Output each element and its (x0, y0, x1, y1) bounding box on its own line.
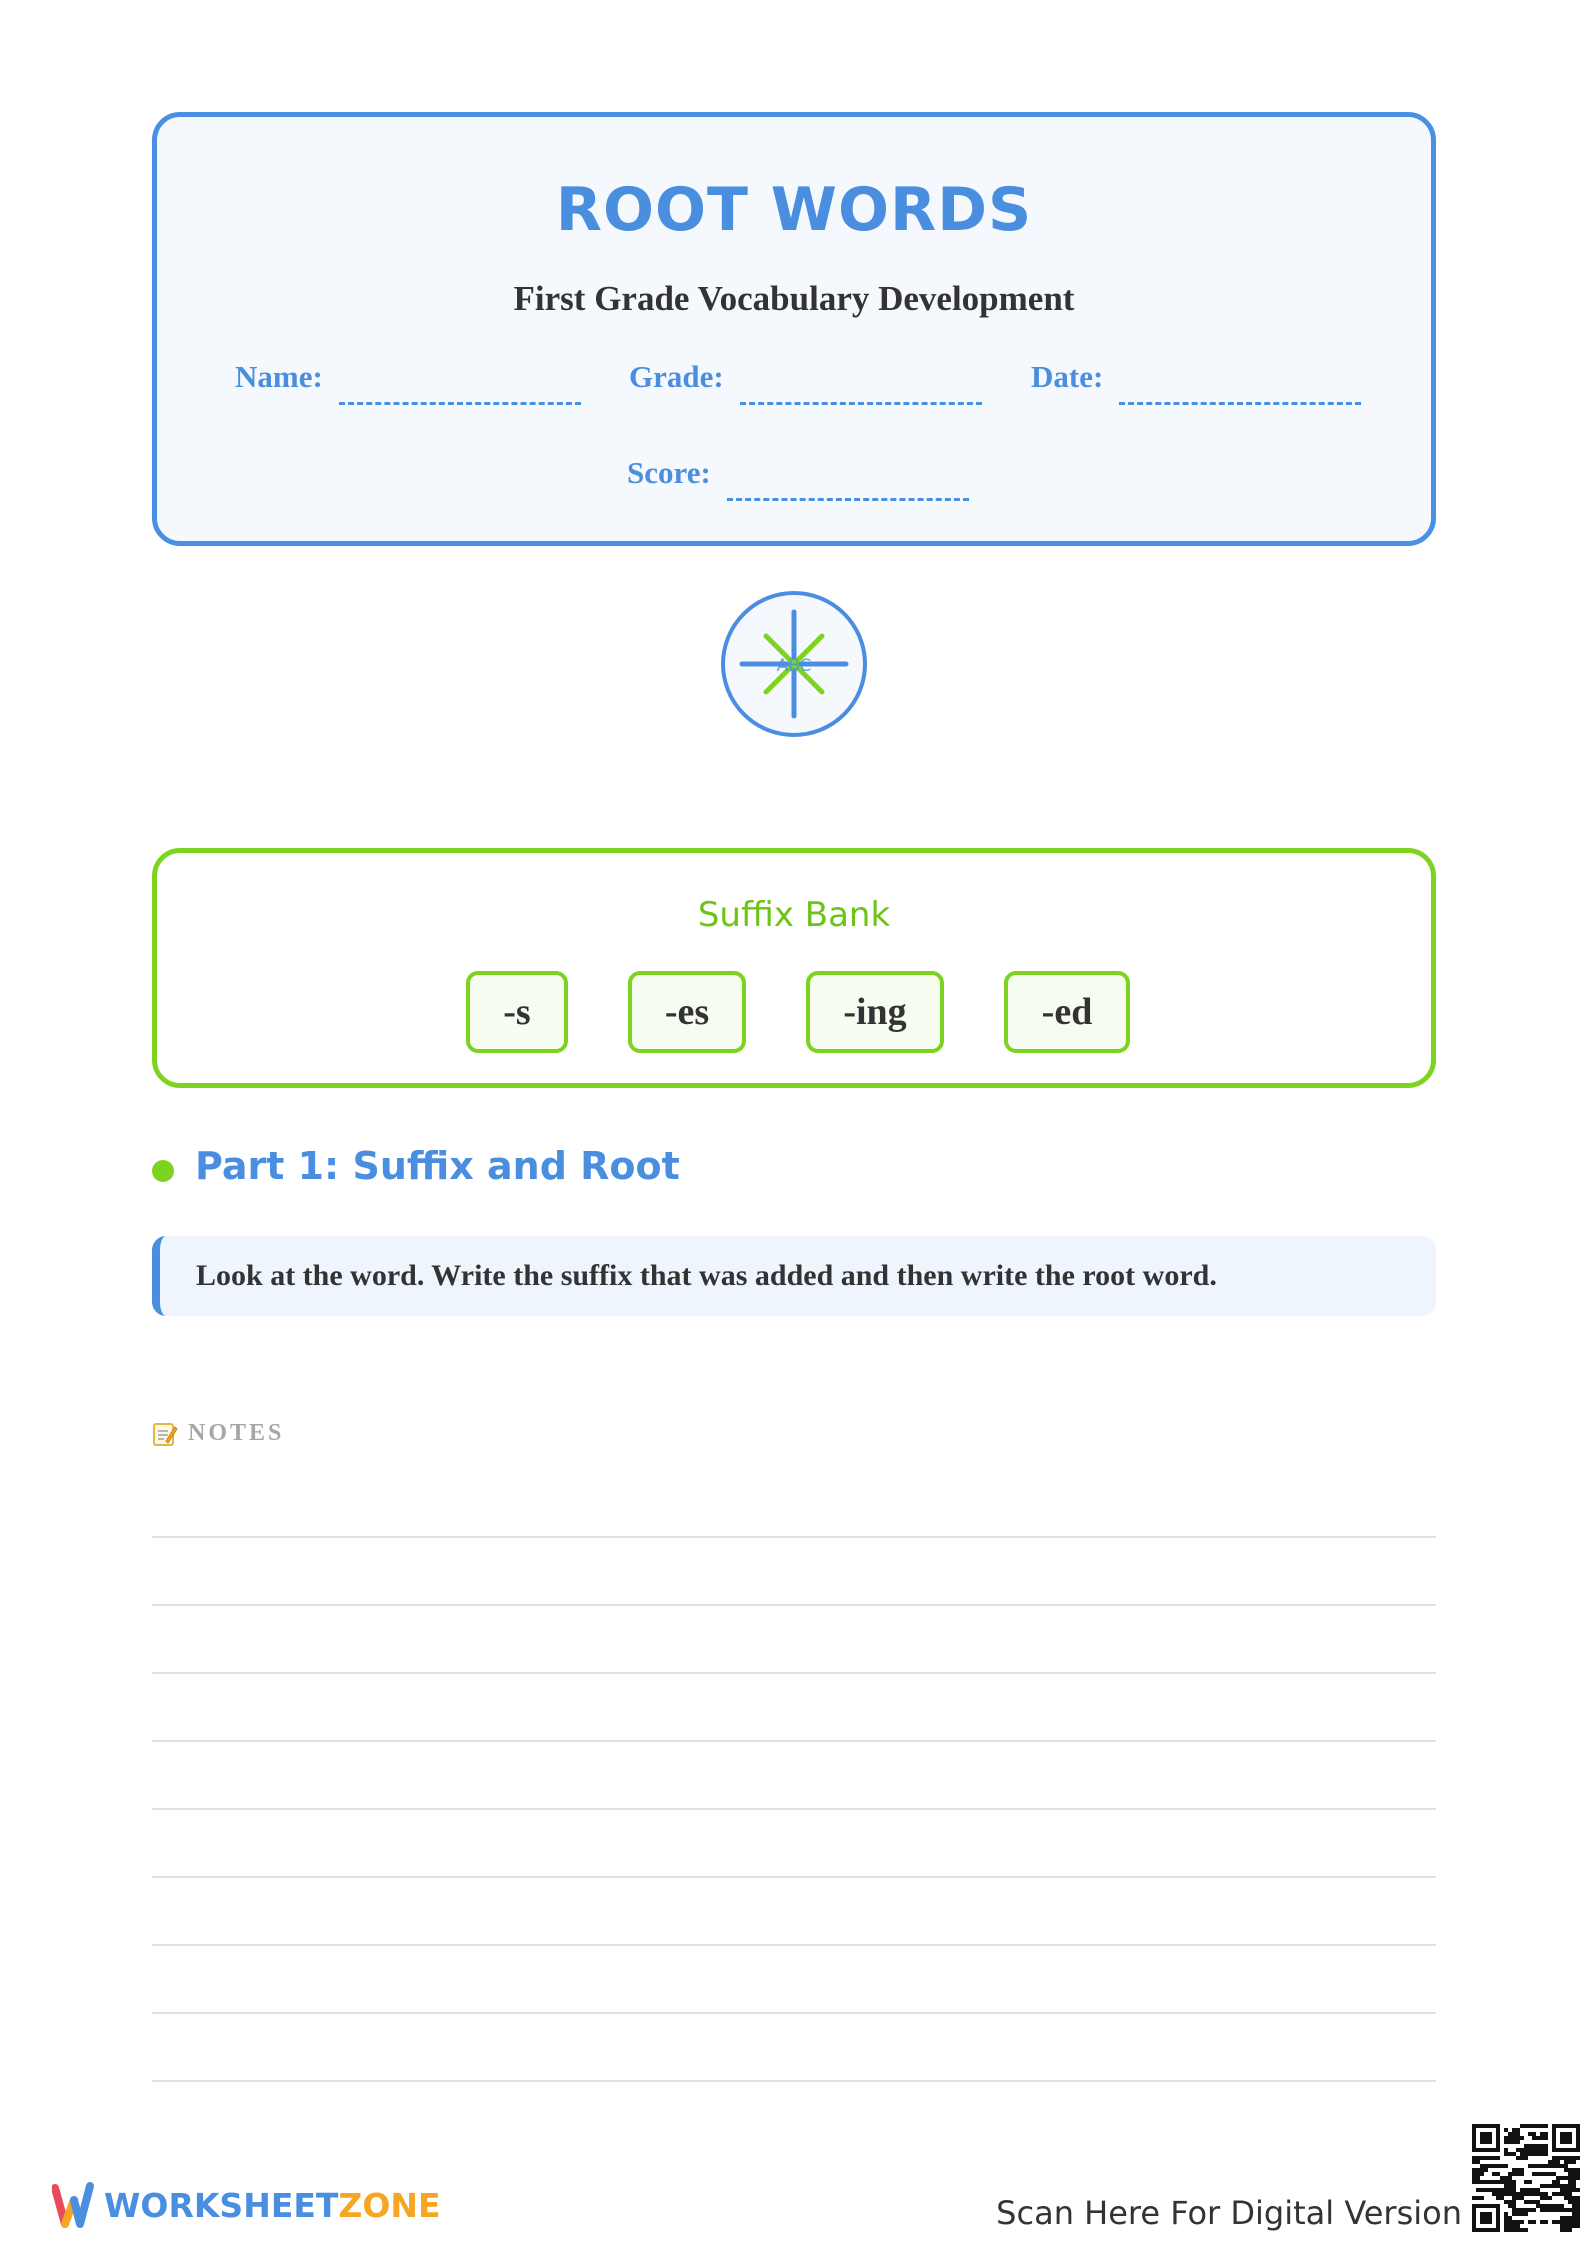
notes-header (152, 1420, 284, 1447)
page-subtitle: First Grade Vocabulary Development (513, 279, 1075, 318)
date-blank-line[interactable] (1119, 402, 1361, 405)
suffix-chip: -ing (806, 971, 944, 1053)
emblem-text: ABC (776, 656, 812, 676)
note-line (152, 1944, 1436, 1946)
header-card (152, 112, 1436, 546)
date-field[interactable] (1031, 359, 1361, 395)
suffix-chip: -ed (1004, 971, 1130, 1053)
suffix-bank (152, 848, 1436, 1088)
note-line (152, 1740, 1436, 1742)
scan-caption: Scan Here For Digital Version (996, 2194, 1462, 2232)
score-label: Score: (627, 455, 711, 490)
brand-logo (52, 2180, 441, 2230)
name-label: Name: (235, 359, 323, 394)
suffix-bank-title: Suffix Bank (697, 895, 891, 935)
instruction-box: Look at the word. Write the suffix that was added and then write the root word. (152, 1236, 1436, 1316)
worksheetzone-logo-icon (52, 2180, 94, 2230)
note-line (152, 1876, 1436, 1878)
score-field[interactable] (627, 455, 969, 491)
star-burst-icon (720, 590, 868, 738)
date-label: Date: (1031, 359, 1104, 394)
name-blank-line[interactable] (339, 402, 581, 405)
note-line (152, 2012, 1436, 2014)
note-line (152, 1672, 1436, 1674)
name-field[interactable] (235, 359, 581, 395)
note-line (152, 1604, 1436, 1606)
brand-name: WORKSHEETZONE (104, 2185, 441, 2225)
grade-blank-line[interactable] (740, 402, 982, 405)
part-1-title: Part 1: Suffix and Root (195, 1144, 680, 1188)
suffix-chip: -s (466, 971, 568, 1053)
note-line (152, 1808, 1436, 1810)
page-title: ROOT WORDS (555, 175, 1033, 245)
note-line (152, 2080, 1436, 2082)
suffix-chip-list (157, 971, 1431, 1053)
part-bullet-dot (152, 1160, 174, 1182)
grade-label: Grade: (629, 359, 724, 394)
note-line (152, 1536, 1436, 1538)
grade-field[interactable] (629, 359, 982, 395)
qr-code-icon[interactable] (1472, 2124, 1580, 2232)
score-blank-line[interactable] (727, 498, 969, 501)
notes-label: NOTES (188, 1420, 285, 1446)
memo-icon (152, 1421, 178, 1447)
suffix-chip: -es (628, 971, 746, 1053)
